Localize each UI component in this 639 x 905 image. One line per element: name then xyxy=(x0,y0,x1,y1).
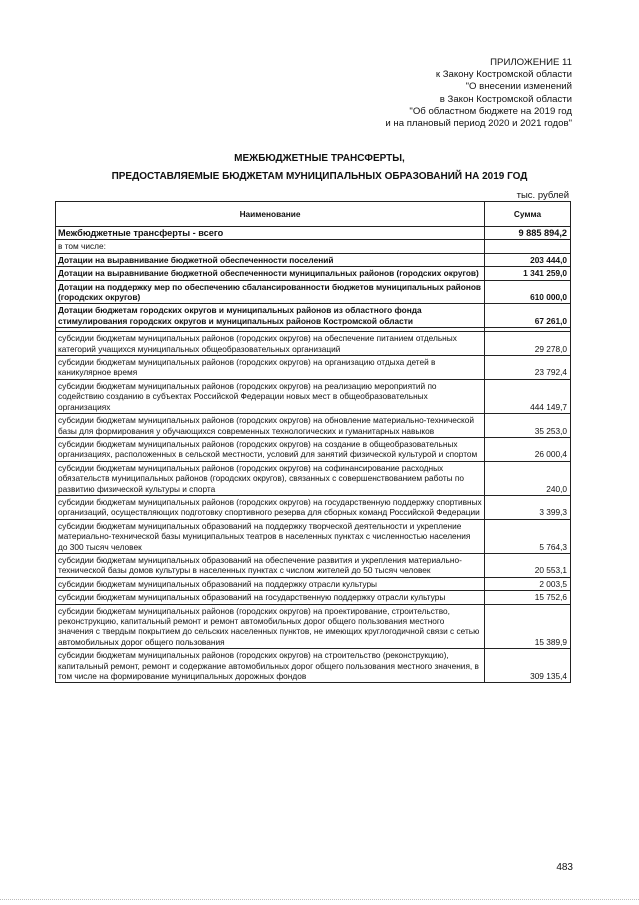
scan-edge-divider xyxy=(0,899,639,900)
row-name: Дотации на выравнивание бюджетной обеспеченности поселений xyxy=(56,253,485,266)
header-name: Наименование xyxy=(56,202,485,227)
row-amount: 5 764,3 xyxy=(485,519,571,553)
row-amount: 15 752,6 xyxy=(485,591,571,604)
row-amount: 610 000,0 xyxy=(485,280,571,304)
table-row xyxy=(56,267,571,280)
row-name: субсидии бюджетам муниципальных образований на поддержку отрасли культуры xyxy=(56,577,485,590)
table-row xyxy=(56,495,571,519)
row-amount: 23 792,4 xyxy=(485,356,571,380)
row-amount: 15 389,9 xyxy=(485,604,571,649)
table-row xyxy=(56,227,571,240)
row-name: Дотации на выравнивание бюджетной обеспеченности муниципальных районов (городских округов) xyxy=(56,267,485,280)
row-amount: 26 000,4 xyxy=(485,437,571,461)
table-row xyxy=(56,356,571,380)
table-row xyxy=(56,253,571,266)
appendix-line: ПРИЛОЖЕНИЕ 11 xyxy=(490,57,572,68)
header-amount: Сумма xyxy=(485,202,571,227)
table-row xyxy=(56,591,571,604)
row-name: субсидии бюджетам муниципальных районов (городских округов) на обновление материально-технической базы для формирования у обучающихся современных технологических и гуманитарных навыков xyxy=(56,414,485,438)
row-name: субсидии бюджетам муниципальных районов (городских округов) на государственную поддержку спортивных организаций, осуществляющих подготовку спортивного резерва для сборных команд Российской Федерации xyxy=(56,495,485,519)
row-amount: 35 253,0 xyxy=(485,414,571,438)
row-name: субсидии бюджетам муниципальных образований на государственную поддержку отрасли культуры xyxy=(56,591,485,604)
table-row xyxy=(56,553,571,577)
appendix-line: к Закону Костромской области xyxy=(435,69,572,81)
row-amount: 9 885 894,2 xyxy=(485,227,571,240)
row-amount: 240,0 xyxy=(485,461,571,495)
row-name: в том числе: xyxy=(56,240,485,253)
table-row xyxy=(56,379,571,413)
row-name: субсидии бюджетам муниципальных районов (городских округов) на проектирование, строительство, реконструкцию, капитальный ремонт и ремонт автомобильных дорог общего пользования местного значения с твердым покрытием до сельских населенных пунктов, не имеющих круглогодичной связи с сетью автомобильных дорог общего пользования xyxy=(56,604,485,649)
appendix-line: "Об областном бюджете на 2019 год xyxy=(409,105,572,117)
table-row xyxy=(56,332,571,356)
table-row xyxy=(56,461,571,495)
table-row xyxy=(56,280,571,304)
row-name: субсидии бюджетам муниципальных районов (городских округов) на софинансирование расходных обязательств муниципальных районов (городских округов), связанных с совершенствованием работы по развитию физической культуры и спорта xyxy=(56,461,485,495)
table-row xyxy=(56,577,571,590)
row-amount: 3 399,3 xyxy=(485,495,571,519)
units-label: тыс. рублей xyxy=(516,190,569,201)
table-row xyxy=(56,649,571,683)
row-name: Дотации на поддержку мер по обеспечению сбалансированности бюджетов муниципальных районов (городских округов) xyxy=(56,280,485,304)
row-amount: 67 261,0 xyxy=(485,304,571,328)
row-name: субсидии бюджетам муниципальных районов (городских округов) на обеспечение питанием отдельных категорий учащихся муниципальных общеобразовательных организаций xyxy=(56,332,485,356)
row-amount: 1 341 259,0 xyxy=(485,267,571,280)
appendix-line: и на плановый период 2020 и 2021 годов" xyxy=(385,118,572,130)
table-row xyxy=(56,437,571,461)
table-row xyxy=(56,304,571,328)
row-name: Межбюджетные трансферты - всего xyxy=(56,227,485,240)
transfers-table xyxy=(55,201,571,683)
document-subtitle: ПРЕДОСТАВЛЯЕМЫЕ БЮДЖЕТАМ МУНИЦИПАЛЬНЫХ ОБРАЗОВАНИЙ НА 2019 ГОД xyxy=(111,171,528,182)
row-name: субсидии бюджетам муниципальных образований на обеспечение развития и укрепления материально-технической базы домов культуры в населенных пунктах с числом жителей до 50 тысяч человек xyxy=(56,553,485,577)
row-amount xyxy=(485,240,571,253)
row-name: Дотации бюджетам городских округов и муниципальных районов из областного фонда стимулирования городских округов и муниципальных районов Костромской области xyxy=(56,304,485,328)
row-amount: 20 553,1 xyxy=(485,553,571,577)
table-row xyxy=(56,240,571,253)
appendix-line: в Закон Костромской области xyxy=(439,93,572,105)
row-amount: 203 444,0 xyxy=(485,253,571,266)
row-amount: 2 003,5 xyxy=(485,577,571,590)
row-name: субсидии бюджетам муниципальных образований на поддержку творческой деятельности и укрепление материально-технической базы муниципальных театров в населенных пунктах с численностью населения до 300 тысяч человек xyxy=(56,519,485,553)
page-number: 483 xyxy=(556,862,573,873)
table-row xyxy=(56,604,571,649)
appendix-line: "О внесении изменений xyxy=(465,81,572,93)
table-header-row xyxy=(56,202,571,227)
table-row xyxy=(56,414,571,438)
row-amount: 29 278,0 xyxy=(485,332,571,356)
row-amount: 309 135,4 xyxy=(485,649,571,683)
document-title: МЕЖБЮДЖЕТНЫЕ ТРАНСФЕРТЫ, xyxy=(234,153,405,164)
row-name: субсидии бюджетам муниципальных районов (городских округов) на реализацию мероприятий по содействию созданию в субъектах Российской Федерации новых мест в общеобразовательных организациях xyxy=(56,379,485,413)
appendix-header xyxy=(385,57,572,130)
table-row xyxy=(56,519,571,553)
row-name: субсидии бюджетам муниципальных районов (городских округов) на строительство (реконструкцию), капитальный ремонт, ремонт и содержание автомобильных дорог общего пользования местного значения, в том числе на формирование муниципальных дорожных фондов xyxy=(56,649,485,683)
row-name: субсидии бюджетам муниципальных районов (городских округов) на организацию отдыха детей в каникулярное время xyxy=(56,356,485,380)
row-name: субсидии бюджетам муниципальных районов (городских округов) на создание в общеобразовательных организациях, расположенных в сельской местности, условий для занятий физической культурой и спортом xyxy=(56,437,485,461)
row-amount: 444 149,7 xyxy=(485,379,571,413)
